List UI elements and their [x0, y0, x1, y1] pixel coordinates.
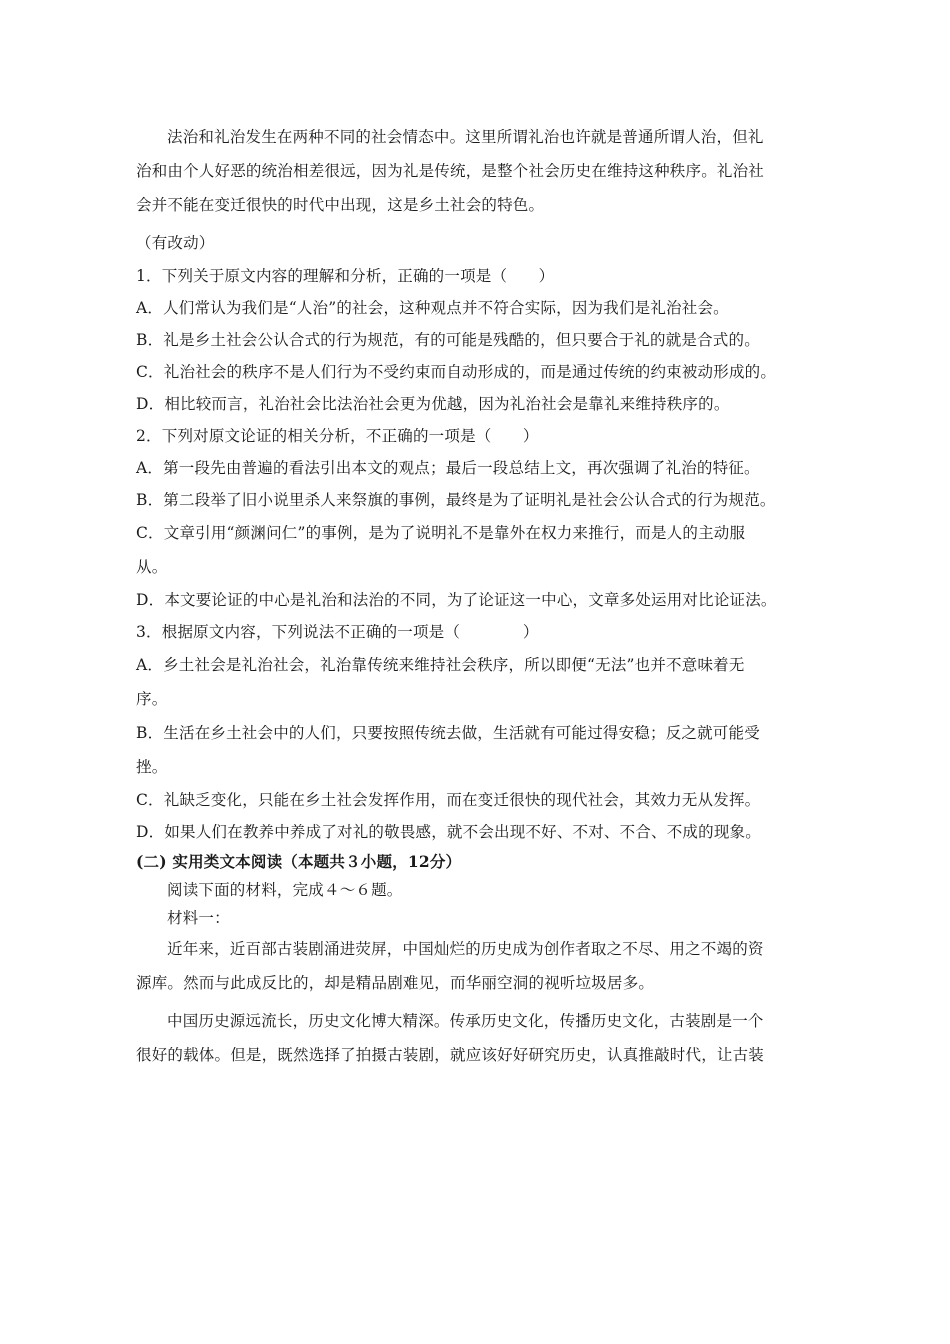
option-d: D．如果人们在教养中养成了对礼的敬畏感，就不会出现不好、不对、不合、不成的现象。 — [136, 823, 761, 841]
option-b: B．礼是乡土社会公认合式的行为规范，有的可能是残酷的，但只要合于礼的就是合式的。 — [136, 331, 760, 349]
source-note: （有改动） — [136, 234, 215, 252]
option-a: A．人们常认为我们是“人治”的社会，这种观点并不符合实际，因为我们是礼治社会。 — [136, 299, 729, 317]
material-label: 材料一： — [167, 909, 230, 927]
option-a: A．第一段先由普遍的看法引出本文的观点；最后一段总结上文，再次强调了礼治的特征。 — [136, 459, 760, 477]
section-instruction: 阅读下面的材料，完成４～６题。 — [167, 881, 403, 899]
option-d: D．相比较而言，礼治社会比法治社会更为优越，因为礼治社会是靠礼来维持秩序的。 — [136, 395, 730, 413]
question-3 — [136, 616, 816, 848]
option-c: C．文章引用“颜渊问仁”的事例，是为了说明礼不是靠外在权力来推行，而是人的主动服 — [136, 524, 746, 542]
option-a: A．乡土社会是礼治社会，礼治靠传统来维持社会秩序，所以即便“无法”也并不意味着无 — [136, 656, 745, 674]
paragraph-line: 近年来，近百部古装剧涌进荧屏，中国灿烂的历史成为创作者取之不尽、用之不竭的资 — [167, 940, 764, 958]
option-b: B．生活在乡土社会中的人们，只要按照传统去做，生活就有可能过得安稳；反之就可能受 — [136, 724, 760, 742]
option-c: C．礼缺乏变化，只能在乡土社会发挥作用，而在变迁很快的现代社会，其效力无从发挥。 — [136, 791, 761, 809]
paragraph-line: 中国历史源远流长，历史文化博大精深。传承历史文化，传播历史文化，古装剧是一个 — [167, 1012, 764, 1030]
option-a-continued: 序。 — [136, 690, 168, 708]
section-heading: (二) 实用类文本阅读（本题共３小题，12分） — [136, 852, 462, 871]
option-c: C．礼治社会的秩序不是人们行为不受约束而自动形成的，而是通过传统的约束被动形成的。 — [136, 363, 777, 381]
question-1 — [136, 260, 816, 420]
option-c-continued: 从。 — [136, 558, 168, 576]
paragraph-line: 治和由个人好恶的统治相差很远，因为礼是传统，是整个社会历史在维持这种秩序。礼治社 — [136, 162, 765, 180]
paragraph-line: 源库。然而与此成反比的，却是精品剧难见，而华丽空洞的视听垃圾居多。 — [136, 974, 655, 992]
paragraph-line: 很好的载体。但是，既然选择了拍摄古装剧，就应该好好研究历史，认真推敲时代，让古装 — [136, 1046, 765, 1064]
document-page — [136, 120, 816, 1072]
section-2 — [136, 848, 816, 1072]
paragraph-line: 法治和礼治发生在两种不同的社会情态中。这里所谓礼治也许就是普通所谓人治，但礼 — [167, 128, 764, 146]
option-b: B．第二段举了旧小说里杀人来祭旗的事例，最终是为了证明礼是社会公认合式的行为规范。 — [136, 491, 776, 509]
question-stem: 3．根据原文内容，下列说法不正确的一项是（ ） — [136, 623, 539, 641]
option-d: D．本文要论证的中心是礼治和法治的不同，为了论证这一中心，文章多处运用对比论证法。 — [136, 591, 777, 609]
question-2 — [136, 420, 816, 616]
question-stem: 2．下列对原文论证的相关分析，不正确的一项是（ ） — [136, 427, 539, 445]
option-b-continued: 挫。 — [136, 758, 168, 776]
paragraph-line: 会并不能在变迁很快的时代中出现，这是乡土社会的特色。 — [136, 196, 545, 214]
material-paragraph — [136, 1004, 816, 1072]
passage-end — [136, 120, 816, 222]
question-stem: 1．下列关于原文内容的理解和分析，正确的一项是（ ） — [136, 267, 555, 285]
material-paragraph — [136, 932, 816, 1000]
